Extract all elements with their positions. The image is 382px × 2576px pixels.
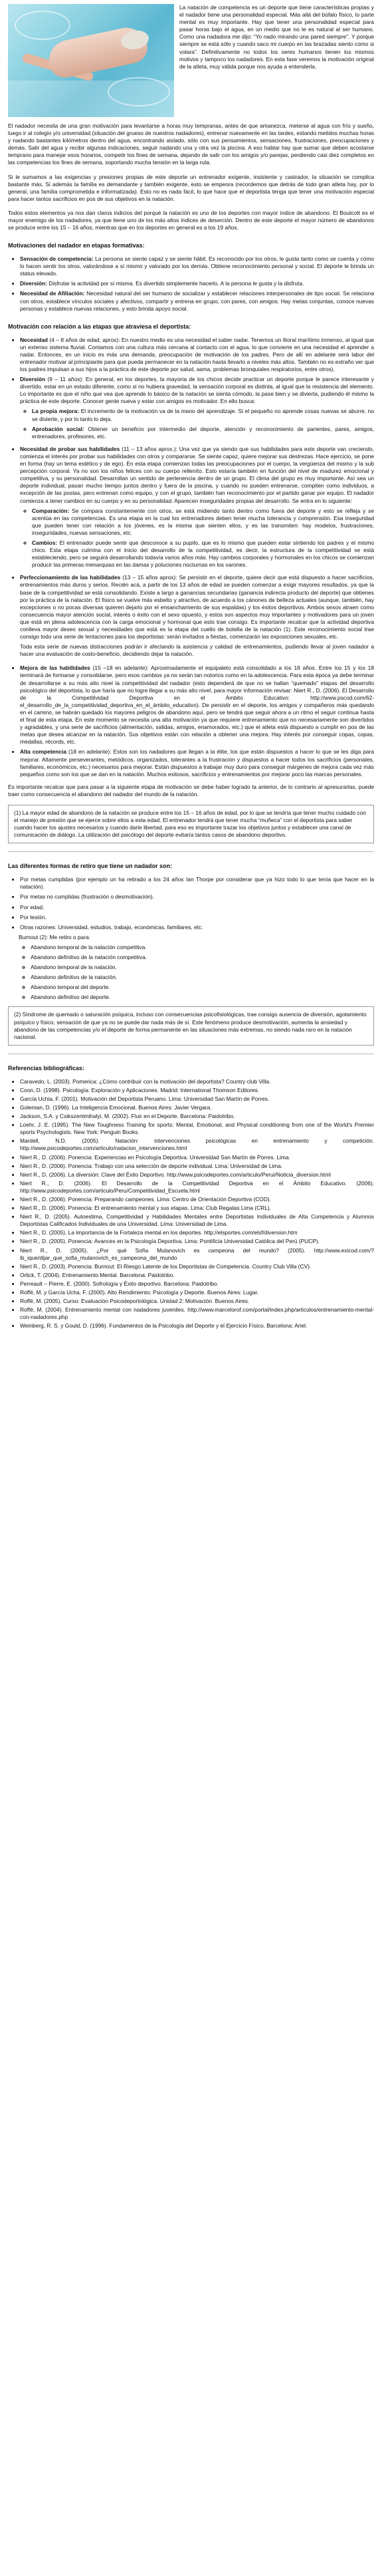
reference-item: • Jackson, S.A. y Csikszentmihalyi, M. (2002). Fluir en el Deporte. Barcelona: Paidotribo. xyxy=(20,1113,374,1120)
paragraph: Todos estos elementos ya nos dan claros indicios del porqué la natación es uno de los deportes con mayor índice de abandono. El Boutcott es el mayor enemigo de los nadadores, ya que tiene uno de los más altos índices de deserción. Dentro de este deporte el mayor número de abandonos se produce entre los 15 – 16 años, mientras que en los deportes en general es a los 19 años. xyxy=(8,209,374,231)
reference-item: • Perreault – Pierre, E. (2000). Sofrología y Éxito deportivo. Barcelona: Paidotribo. xyxy=(20,1280,374,1288)
list-item: • Por edad. xyxy=(20,904,374,911)
list-item: • Por metas cumplidas (por ejemplo un ha retirado a los 24 años Ian Thorpe por considerar que ya hizo todo lo que tenía que hacer en la natación). xyxy=(20,876,374,891)
section-heading-etapas: Motivación con relación a las etapas que atraviesa el deportista: xyxy=(8,323,191,330)
list-item: ◦ Cambios: El entrenador puede sentir que desconoce a su pupilo, que es lo mismo que pueden estar sintiendo los padres y el mismo chico. Esta etapa culmina con el inicio del desarrollo de la competitividad, es decir, la estructura de la competitividad se está estableciendo, pero se seguirá desarrollando todavía varios años más. Hay cambios corporales y hormonales en los chicos se comienzan producir las primeras menarquias en las damas y poluciones nocturnas en los varones. xyxy=(32,539,374,569)
list-item: • Por lesión. xyxy=(20,914,374,921)
list-item: • Perfeccionamiento de las habilidades (13 – 15 años aprox): Se persistir en el deporte, quiere decir que está dispuesto a hacer sacrificios, entrenamientos más duros y serios. Recién acá, a partir de los 13 años de edad se pueden comenzar a exigir mayores resultados, ya que la base de la competitividad se está consolidando. Existe a largo a ganancias secundarias (ganancia indirecta producto del deporte) que obtienes por la práctica de la natación. El físico se vuelve más esbelto y atractivo, de acuerdo a los cánones de belleza actuales (aunque, también, hay excepciones o no pocas diversas quieren dejarlo por el ensanchamiento de sus espaldas) y los éxitos deportivos. Ambos sexos atraen como consecuencia mayor atención social, interés o éxito con el sexo opuesto, y estos son aspectos muy importantes y motivadores para un joven que está en plena adolescencia con la carga emocional y hormonal que esto trae consigo. Es importante recalcar que la actividad deportiva conlleva mayor deseo sexual y necesidades que está es la etapa del cuello de botella de la natación (1). Este reconocimiento social trae consigo todo una serie de tentaciones para los deportistas: serán invitados a fiestas, comenzarán las exposiciones sexuales, etc. Toda esta serie de nuevas distracciones podrán ir afectando la asistencia y calidad de entrenamientos, pudiendo llevar al joven nadador a hacer una evaluación de costo-beneficio, decidiendo dejar la natación. xyxy=(20,574,374,658)
divider xyxy=(8,851,374,852)
footnote-box-2: (2) Síndrome de quemado o saturación psíquica, incluso con consecuencias psicofisiológicas, trae consigo ausencia de diversión, agotamiento psíquico y físico, sensación de que ya no se puede dar nada más de sí. Este fenómeno produce desmotivación, aumenta la ansiedad y abandono de las competencias y/o el deporte de forma permanente en las situaciones más extremas, no siendo nada raro en la natación nacional. xyxy=(8,1006,374,1045)
reference-item[interactable]: • Niert R., D. (2005). ¿Por qué Sofía Mulanovich es campeona del mundo? (2005). http://www.exicod.com/?ib_ique/dijar_que_sofia_mulanovich_es_campeona_del_mundo xyxy=(20,1247,374,1262)
reference-item: • Niert R., D. (2005). Ponencia: Avances en la Psicología Deportiva. Lima: Pontificia Universidad Católica del Perú (PUCP). xyxy=(20,1238,374,1245)
reference-item: • Niert R., D. (2006). Ponencia: Preparando campeones. Lima: Centro de Orientación Deportiva (COD). xyxy=(20,1196,374,1203)
formas-list xyxy=(8,876,374,1001)
reference-item: • Niert R., D. (2006). Ponencia: Experiencias en Psicología Deportiva. Universidad San Martín de Porres. Lima. xyxy=(20,1154,374,1161)
section-heading-referencias: Referencias bibliográficas: xyxy=(8,1064,85,1072)
etapas-list xyxy=(8,337,374,778)
reference-item: • Goleman, D. (1996). La Inteligencia Emocional. Buenos Aires: Javier Vergara. xyxy=(20,1104,374,1111)
list-item: • Diversión: Disfrutar la actividad por sí misma. Es divertido simplemente hacerlo. A la persona le gusta y la disfruta. xyxy=(20,280,374,287)
paragraph: El nadador necesita de una gran motivación para levantarse a horas muy tempranas, antes de que amanezca, meterse al agua con frío y sueño, luego ir al colegio y/o universidad (situación del grueso de nuestros nadadores), entrenar nuevamente en las tardes, estando metidos muchas horas y nadando bastantes kilómetros dentro del agua, encontrando aislado, sólo con sus pensamientos, sensaciones, frustraciones, preocupaciones y demás. Salir del agua y recibir algunas indicaciones, seguir nadando una y otra vez la piscina. A eso hablar hay que sumar que deben acostarse temprano para manejar esos horarios, competir los fines de semana, dejando de salir con los amigos y/o parejas, perdiendo casi diez completos en las competencias los fines de semana, soportando mucha tensión en la larga ruta. xyxy=(8,122,374,166)
paragraph: Es importante recalcar que para pasar a la siguiente etapa de motivación se debe haber logrado la anterior, de lo contrario al apresurarlas, puede traer como consecuencia el abandono del nadador del mundo de la natación. xyxy=(8,783,374,797)
list-item: • Otras razones: Universidad, estudios, trabajo, económicas, familiares, etc. xyxy=(20,924,374,931)
reference-item[interactable]: • Roffé, M. (2004). Entrenamiento mental con nadadores juveniles. http://www.marcelorof.com/portal/index.php/articulos/entrenamiento-mental-con-nadadores.php xyxy=(20,1306,374,1321)
list-item: ◦ Abandono temporal de la natación competitiva. xyxy=(31,944,374,951)
list-item: • Diversión (9 – 11 años): En general, en los deportes, la mayoría de los chicos decide practicar un deporte porque le parece interesante y divertido, estar en un estado diferente, como si no hubiera gravedad, la sensación corporal es distinta, al igual que la resistencia del elemento. Lo importante es que el niño que vea que aprende lo básico de la natación se sienta cómodo, la pase bien y se divierta, pudiendo él mismo la práctica de este deporte. Conocer gente nueva y estar con amigos es motivador. En ello busca: ◦ La propia mejora: El incremento de la motivación va de la mano del aprendizaje. Si el pequeño no aprende cosas nuevas se aburre, no se divierte, y por lo tanto lo deja. ◦ Aprobación social: Obtener un beneficio por intermedio del deporte, atención y reconocimiento de parientes, pares, amigos, entrenadores, profesores, etc. xyxy=(20,376,374,440)
reference-item: • Niert R., D. (2005). Autoestima, Competitividad y Habilidades Mentales entre Deportistas Individuales de Alta Competencia y Alumnos Deportistas Calificados Individuales de una Universidad. Lima: Universidad de Lima. xyxy=(20,1213,374,1228)
reference-item[interactable]: • Niert R., D. (2006). El Desarrollo de la Competitividad Deportiva en el Ámbito Educativo. (2006). http://www.psicodeportes.com/articulo/Peru/Competitividad_Escuela.html xyxy=(20,1180,374,1195)
list-item: ◦ Abandono definitivo de la natación. xyxy=(31,974,374,981)
list-item: Burnout (2): Me retiro o para: ◦ Abandono temporal de la natación competitiva. ◦ Abandono definitivo de la natación competitiva. ◦ Abandono temporal de la natación. ◦ Abandono definitivo de la natación. ◦ Abandono temporal del deporte. ◦ Abandono definitivo del deporte. xyxy=(19,934,374,1002)
list-item: • Necesidad de probar sus habilidades (11 – 13 años aprox.): Una vez que ya siendo que sus habilidades para este deporte van creciendo, comienza el interés por probar sus habilidades con otros y compararse. Se siente capaz, quiere mejorar sus destrezas. Hace ejercicio, se pone en forma (hay un tema estético y de ego). En esta etapa comienzan todas las preocupaciones por el cuerpo, la vergüenza del mismo y la sub percepción corporal. Ya no son los niños felices con su cuerpo relleníto. Esto estaría también en función del nivel de madurez emocional y competitiva, y su personalidad. Desarrollan un sentido de pertenencia dentro de un grupo. El clima del grupo es muy importante. Así sea un deporte individual, pasan mucho tiempo juntos dentro y fuera de la piscina, y cuando no pueden entrenarse, compiten como individuos, a excepción de las postas, pero entrenan como equipo, y con el grupo, también han reconocimiento por el partido ganar por equipo. El nadador comienza a tener cambios en su cuerpo y en su personalidad. Aparecen inseguridades propias del desarrollo. Se entra en lo siguiente: ◦ Comparación: Se compara constantemente con otros, se está midiendo tanto dentro como fuera del deporte y esto se refleja y se acentúa en las competencias. Es una etapa en la cual los entrenadores deben tener mucha tolerancia y comprensión. Esa inseguridad que pueden tener con relación a los jóvenes, es la misma que sienten ellos, y es las transmiten: hay modelos, frustraciones, inseguridades, nuevas sensaciones, etc. ◦ Cambios: El entrenador puede sentir que desconoce a su pupilo, que es lo mismo que pueden estar sintiendo los padres y el mismo chico. Esta etapa culmina con el inicio del desarrollo de la competitividad, es decir, la estructura de la competitividad se está estableciendo, pero se seguirá desarrollando todavía varios años más. Hay cambios corporales y hormonales en los chicos se comienzan producir las primeras menarquias en las damas y poluciones nocturnas en los varones. xyxy=(20,446,374,569)
list-item: ◦ Abandono temporal de la natación. xyxy=(31,964,374,971)
list-item: • Mejora de las habilidades (15 –18 en adelante): Aproximadamente el equipaleto está consolidado a los 18 años. Entre los 15 y los 18 terminará de formarse y consolidarse, pero esos cambios ya no serán tan notorios como en la adolescencia. Para esta época ya debe terminar de desarrollarse a su más alto nivel la competitividad del nadador (esto dependerá de que no se hallan “quemado” etapas del desarrollo psicológico del deportista, lo que haría que no logre llegar a su más alto nivel, para mayor información revisar: Niert R., D. (2006). El Desarrollo de la Competitividad Deportiva en el Ámbito Educativo: http://www.pscod.com/62-el_desarrollo_de_la_competitividad_deportiva_en_el_ámbito_educativo). De persistir en el deporte, los amigos y compañeros más quedando en el camino, se habrán quedado los mayores peligros de abandono aquí, pero se tendrá que seguir ahora a un ritmo el seguir continua hasta el final de esta etapa. En este momento se necesita una alta motivación ya que requiere entrenamiento que no necesariamente son divertidos y agradables, y una serie de sacrificios (alimentación, salidas, amigos, enamorados, etc.) que el atleta está dispuesto a cumplir en pos de las metas que desea alcanzar en la natación. Sus objetivos están con relación a obtener una mejora. Hay interés por conseguir copas, copas, medallas, récords, etc. xyxy=(20,664,374,746)
paragraph: Toda esta serie de nuevas distracciones podrán ir afectando la asistencia y calidad de entrenamientos, pudiendo llevar al joven nadador a hacer una evaluación de costo-beneficio, decidiendo dejar la natación. xyxy=(20,643,374,658)
reference-item: • Weinberg, R. S. y Gould, D. (1996). Fundamentos de la Psicología del Deporte y el Ejercicio Físico. Barcelona: Ariel. xyxy=(20,1322,374,1330)
reference-item: • Roffé, M. y García Ucha, F. (2000). Alto Rendimiento: Psicología y Deporte. Buenos Aires: Lugar. xyxy=(20,1289,374,1296)
reference-item: • García Uchia, F. (2001). Motivación del Deportista Peruano. Lima: Universidad San Martín de Porres. xyxy=(20,1095,374,1103)
swimmer-photo xyxy=(8,4,174,117)
list-item: • Sensación de competencia: La persona se siente capaz y se siente hábil. Es reconocido por los otros, le gusta tanto como se cuenta y cómo lo hacen sentir los otros, valorándose a sí mismo y valorado por los demás. Obtiene reconocimiento personal y social. El deporte le brinda un status elevado. xyxy=(20,255,374,277)
list-item: ◦ Comparación: Se compara constantemente con otros, se está midiendo tanto dentro como fuera del deporte y esto se refleja y se acentúa en las competencias. Es una etapa en la cual los entrenadores deben tener mucha tolerancia y comprensión. Esa inseguridad que pueden tener con relación a los jóvenes, es la misma que sienten ellos, y es las transmiten: hay modelos, frustraciones, inseguridades, nuevas sensaciones, etc. xyxy=(32,507,374,537)
list-item: • Necesidad (4 – 8 años de edad, aprox): En nuestro medio es una necesidad el saber nadar. Tenemos un litoral marítimo inmenso, al igual que un extenso sistema fluvial. Contamos con una cultura más cercana al contacto con el agua, lo que convierte en una necesidad el aprender a nadar. Entonces, en un inicio es más una demanda, preocupación de motivación de los padres. Pero de allí en adelante será labor del entrenador motivar al principiante para que pueda permanecer en la natación hasta llevarlo a niveles más altos. También no es extraño ver que los padres impulsan a sus hijos a la práctica de este deporte por salud, asma, problemas bronquiales respiratorios, entre otros). xyxy=(20,337,374,373)
paragraph: Si le sumamos a las exigencias y presiones propias de este deporte un entrenador exigente, insistente y castrador, la situación se complica bastante más. Si además la familia es demandante y también exigente, esto se empeora (recordemos que detrás de todo gran atleta hay, por lo general, una familia comprometida e informatizada). Esto no es nada fácil, lo que hace que el deportista tenga que tener una motivación especial para hacer tantos sacrificios en pos de sus objetivos en la natación. xyxy=(8,173,374,202)
reference-item: • Coon, D. (1998). Psicología: Exploración y Aplicaciones. Madrid: International Thomson Editores. xyxy=(20,1087,374,1094)
reference-item: • Roffé, M. (2005). Curso: Evaluación Psicodeportológica. Unidad 2: Motivación. Buenos Aires. xyxy=(20,1298,374,1305)
reference-item: • Niert R., D. (2006). Ponencia: Trabajo con una selección de deporte individual. Lima: Universidad de Lima. xyxy=(20,1163,374,1170)
list-item: • Por metas no cumplidas (frustración o desmotivación). xyxy=(20,893,374,901)
intro-section xyxy=(8,0,374,117)
reference-item[interactable]: • Niert R., D. (2006). La diversión: Clave del Éxito Deportivo. http://www.psicodeportes.com/articulo/Perui/Noticia_diversion.html xyxy=(20,1171,374,1179)
footnote-box-1: (1) La mayor edad de abandono de la natación se produce entre los 15 – 16 años de edad, por lo que se tendría que tener mucho cuidado con el manejo de presión que se ejerce sobre ellos a esta edad. El entrenador tendrá que tener mucha “muñeca” con el deportista para saber cuando hacer los ajustes necesarios y cuando darle libertad, para eso es importante trazar los objetivos juntos y establecer una canal de comunicación de diálogo. La utilización del psicólogo del deporte evitaría tantos casos de abandono deportivo. xyxy=(8,805,374,843)
section-heading-formas: Las diferentes formas de retiro que tiene un nadador son: xyxy=(8,863,173,870)
list-item: • Necesidad de Afiliación: Necesidad natural del ser humano de socializar y establecer relaciones interpersonales de tipo social. Se relaciona con otros, establece vínculos sociales y afectivos, compartir y entrena en grupo, con pares, con amigos. Hay metas conjuntas, conoce nuevas personas y establece nuevas relaciones, y esto brinda apoyo social. xyxy=(20,290,374,312)
references-list xyxy=(8,1078,374,1330)
motivaciones-list xyxy=(8,255,374,313)
list-item: ◦ Aprobación social: Obtener un beneficio por intermedio del deporte, atención y reconocimiento de parientes, pares, amigos, entrenadores, profesores, etc. xyxy=(32,426,374,440)
list-item: ◦ Abandono definitivo del deporte. xyxy=(31,994,374,1001)
list-item: • Alta competencia (18 en adelante): Estos son los nadadores que llegan a la élite, los que están dispuestos a hacer lo que se les diga para mejorar. Altamente perseverantes, metódicos, organizados, tolerantes a la frustración y dispuestos a hacer todos los sacrificios (personales, familiares, económicos, etc.) necesarios para mejorar. Están dispuestos a trabajar muy duro para conseguir márgenes de mejora cada vez más pequeños como son los que se dan en la natación. Muchos exitosos, sacrificios y entrenamientos por mejorar poco las marcas personales. xyxy=(20,748,374,778)
list-item: ◦ Abandono definitivo de la natación competitiva. xyxy=(31,954,374,961)
list-item: ◦ La propia mejora: El incremento de la motivación va de la mano del aprendizaje. Si el pequeño no aprende cosas nuevas se aburre, no se divierte, y por lo tanto lo deja. xyxy=(32,408,374,422)
reference-item: • Loehr, J. E. (1995). The New Toughness Training for sports: Mental, Emotional, and Physical conditioning from one of the World's Premier sports Psychologists. New York: Penguin Books. xyxy=(20,1121,374,1136)
section-heading-motivaciones: Motivaciones del nadador en etapas formativas: xyxy=(8,242,145,249)
reference-item: • Niert R., D. (2003). Ponencia: Burnout: El Riesgo Latente de los Deportistas de Competencia. Country Club Villa (CV). xyxy=(20,1263,374,1270)
reference-item: • Caravedo, L. (2003). Pomerica: ¿Cómo contribuir con la motivación del deportista? Country club Villa. xyxy=(20,1078,374,1085)
reference-item: • Niert R., D. (2006). Ponencia: El entrenamiento mental y sus etapas. Lima: Club Regatas Lima (CRL). xyxy=(20,1205,374,1212)
reference-item[interactable]: • Niert R., D. (2005). La importancia de la Fortaleza mental en los deportes. http://elsportes.com/elsf/diversion.htm xyxy=(20,1229,374,1236)
reference-item: • Orlick, T. (2004). Entrenamiento Mental. Barcelona: Paidotribo. xyxy=(20,1272,374,1279)
list-item: ◦ Abandono temporal del deporte. xyxy=(31,984,374,991)
reference-item[interactable]: • Mardell, N.D. (2005). Natación: intervenciones psicológicas en entrenamiento y competición. http://www.psicodeportes.com/articulo/natacion_intervenciones.html xyxy=(20,1137,374,1152)
intro-paragraph: La natación de competencia es un deporte que tiene características propias y el nadador tiene una personalidad especial. Más allá del búfalo físico, lo parte mental es muy importante. Hay que tener una personalidad especial para pasar horas bajo el agua, en un medio que no le es natural al ser humano. Como una nadadora me dijo: “Yo nado mirando una pared siempre”. Y porque siempre se está sólo y cuando saco mi cuerpo en las brazadas siento como si volara”. Definitivamente no todos los seres humanos tienen los mismos motivos y tampoco los nadadores. En esta fase veremos la motivación original de la atleta, muy válida porque nos ayuda a entenderla. xyxy=(179,4,374,70)
